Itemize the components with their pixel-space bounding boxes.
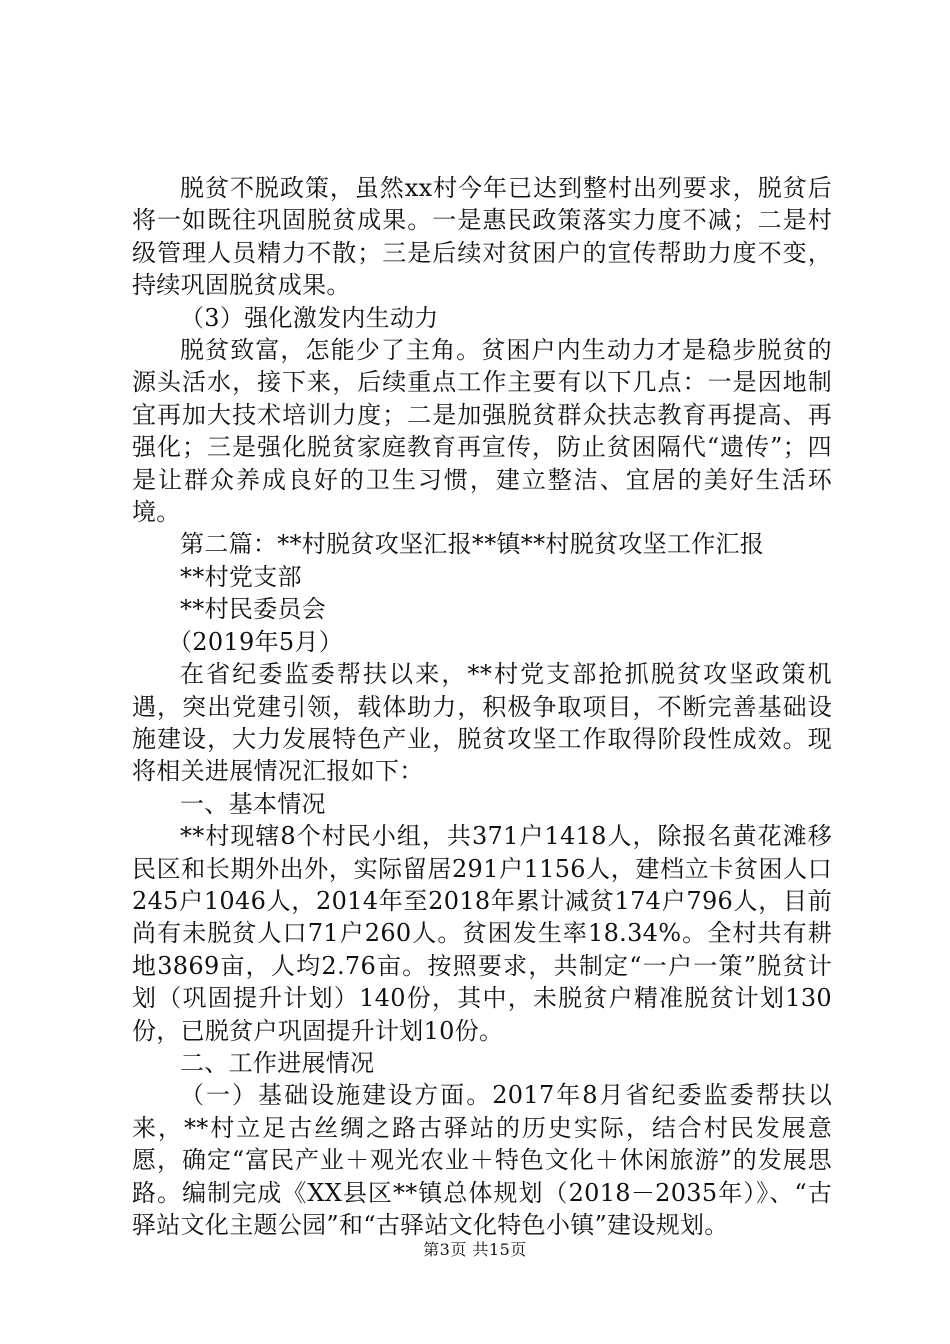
paragraph: 在省纪委监委帮扶以来，**村党支部抢抓脱贫攻坚政策机遇，突出党建引领，载体助力，积极争取项目，不断完善基础设施建设，大力发展特色产业，脱贫攻坚工作取得阶段性成效。现将相关进展情况汇报如下： — [132, 660, 832, 786]
document-body — [132, 172, 832, 1241]
author-line: **村民委员会 — [180, 595, 327, 624]
section-title: 第二篇：**村脱贫攻坚汇报**镇**村脱贫攻坚工作汇报 — [180, 530, 765, 559]
page-number-footer: 第3页 共15页 — [423, 1240, 527, 1259]
date-line: （2019年5月） — [168, 627, 344, 656]
paragraph: **村现辖8个村民小组，共371户1418人，除报名黄花滩移民区和长期外出外，实际留居291户1156人，建档立卡贫困人口245户1046人，2014年至2018年累计减贫174户796人，目前尚有未脱贫人口71户260人。贫困发生率18.34%。全村共有耕地3869亩，人均2.76亩。按照要求，共制定“一户一策”脱贫计划（巩固提升计划）140份，其中，未脱贫户精准脱贫计划130份，已脱贫户巩固提升计划10份。 — [132, 822, 832, 1045]
subheading: （3）强化激发内生动力 — [180, 303, 439, 332]
paragraph: （一）基础设施建设方面。2017年8月省纪委监委帮扶以来，**村立足古丝绸之路古驿站的历史实际，结合村民发展意愿，确定“富民产业＋观光农业＋特色文化＋休闲旅游”的发展思路。编制完成《XX县区**镇总体规划（2018－2035年）》、“古驿站文化主题公园”和“古驿站文化特色小镇”建设规划。 — [132, 1081, 832, 1239]
paragraph: 脱贫致富，怎能少了主角。贫困户内生动力才是稳步脱贫的源头活水，接下来，后续重点工作主要有以下几点：一是因地制宜再加大技术培训力度；二是加强脱贫群众扶志教育再提高、再强化；三是强化脱贫家庭教育再宣传，防止贫困隔代“遗传”；四是让群众养成良好的卫生习惯，建立整洁、宜居的美好生活环境。 — [132, 336, 832, 527]
paragraph: 脱贫不脱政策，虽然xx村今年已达到整村出列要求，脱贫后将一如既往巩固脱贫成果。一是惠民政策落实力度不减；二是村级管理人员精力不散；三是后续对贫困户的宣传帮助力度不变，持续巩固脱贫成果。 — [132, 174, 832, 300]
author-line: **村党支部 — [180, 562, 302, 591]
subheading: 一、基本情况 — [180, 789, 326, 818]
subheading: 二、工作进展情况 — [180, 1048, 375, 1077]
